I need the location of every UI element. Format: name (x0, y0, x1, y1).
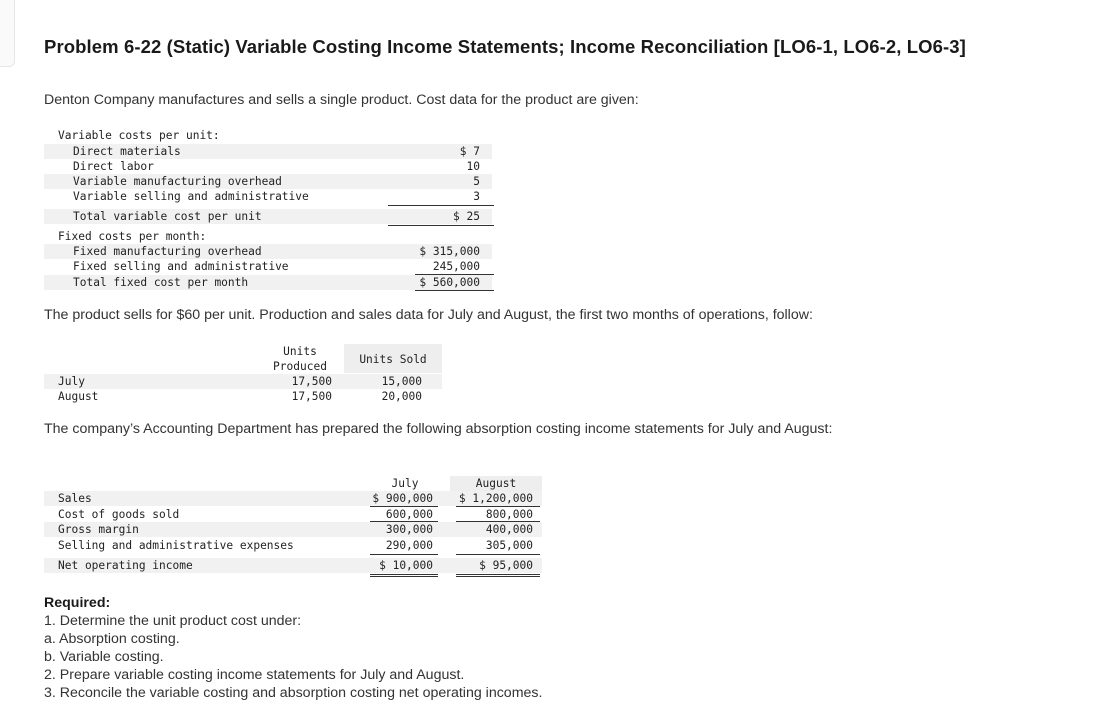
left-panel-edge (0, 0, 15, 67)
cost-total-row (44, 209, 492, 224)
july-value: $ 10,000 (379, 559, 433, 572)
total-rule (388, 225, 494, 226)
income-label: Gross margin (58, 523, 139, 536)
required-section (44, 594, 542, 702)
income-label: Cost of goods sold (58, 508, 180, 521)
produced-header-line2: Produced (273, 360, 327, 373)
production-row (44, 374, 442, 389)
income-row (44, 491, 542, 506)
cost-total-row (44, 275, 492, 290)
cost-value: $ 7 (459, 145, 480, 158)
required-item: a. Absorption costing. (44, 631, 180, 647)
july-value: 300,000 (385, 523, 433, 536)
double-total-rule (456, 576, 540, 577)
income-label: Selling and administrative expenses (58, 539, 294, 552)
absorption-text: The company’s Accounting Department has prepared the following absorption costing income statements for July and August: (44, 421, 833, 437)
august-value: $ 1,200,000 (458, 492, 533, 505)
fixed-costs-header: Fixed costs per month: (58, 230, 207, 243)
income-row (44, 522, 542, 537)
income-total-row (44, 558, 542, 573)
month-label: July (58, 375, 85, 388)
month-label: August (58, 390, 99, 403)
produced-header-line1: Units (283, 345, 317, 358)
cost-total-value: $ 560,000 (419, 276, 480, 289)
sales-text: The product sells for $60 per unit. Production and sales data for July and August, the first two months of operations, follow: (44, 307, 813, 323)
cost-total-label: Total fixed cost per month (73, 276, 249, 289)
august-value: $ 95,000 (479, 559, 533, 572)
required-item: 2. Prepare variable costing income statements for July and August. (44, 667, 465, 683)
cost-label: Variable manufacturing overhead (73, 175, 282, 188)
income-label: Net operating income (58, 559, 193, 572)
total-rule (415, 290, 494, 291)
july-value: 600,000 (385, 508, 433, 521)
double-total-rule (370, 576, 438, 577)
august-value: 400,000 (485, 523, 533, 536)
total-rule (456, 574, 540, 575)
cost-value: 3 (473, 190, 480, 203)
cost-label: Direct materials (73, 145, 181, 158)
cost-value: 10 (466, 160, 480, 173)
cost-row (44, 144, 492, 159)
income-row (44, 507, 542, 522)
cost-row (44, 259, 492, 274)
problem-title: Problem 6-22 (Static) Variable Costing Income Statements; Income Reconciliation [LO6-1, LO6-2, LO6-3] (44, 36, 966, 57)
cost-total-label: Total variable cost per unit (73, 210, 262, 223)
july-value: $ 900,000 (372, 492, 433, 505)
required-item: 1. Determine the unit product cost under: (44, 613, 302, 629)
cost-row (44, 244, 492, 259)
cost-value: 5 (473, 175, 480, 188)
cost-row (44, 174, 492, 189)
cost-value: 245,000 (432, 260, 480, 273)
intro-text: Denton Company manufactures and sells a single product. Cost data for the product are given: (44, 92, 639, 108)
required-title: Required: (44, 595, 111, 611)
cost-label: Fixed selling and administrative (73, 260, 289, 273)
required-item: 3. Reconcile the variable costing and absorption costing net operating incomes. (44, 685, 543, 701)
cost-total-value: $ 25 (453, 210, 480, 223)
subtotal-rule (456, 554, 540, 555)
total-rule (370, 574, 438, 575)
july-value: 290,000 (385, 539, 433, 552)
cost-label: Direct labor (73, 160, 154, 173)
august-value: 800,000 (485, 508, 533, 521)
july-header: July (391, 477, 419, 490)
cost-row (44, 189, 492, 204)
units-sold: 15,000 (381, 375, 422, 388)
required-item: b. Variable costing. (44, 649, 164, 665)
cost-label: Fixed manufacturing overhead (73, 245, 262, 258)
cost-row (44, 159, 492, 174)
production-row (44, 389, 442, 404)
august-header: August (475, 477, 517, 490)
income-row (44, 538, 542, 553)
units-produced: 17,500 (291, 390, 332, 403)
variable-costs-header: Variable costs per unit: (58, 129, 220, 142)
cost-label: Variable selling and administrative (73, 190, 309, 203)
sold-header: Units Sold (359, 353, 427, 366)
august-value: 305,000 (485, 539, 533, 552)
units-produced: 17,500 (291, 375, 332, 388)
units-sold: 20,000 (381, 390, 422, 403)
subtotal-rule (388, 205, 494, 206)
cost-value: $ 315,000 (419, 245, 480, 258)
income-label: Sales (58, 492, 92, 505)
subtotal-rule (370, 554, 438, 555)
